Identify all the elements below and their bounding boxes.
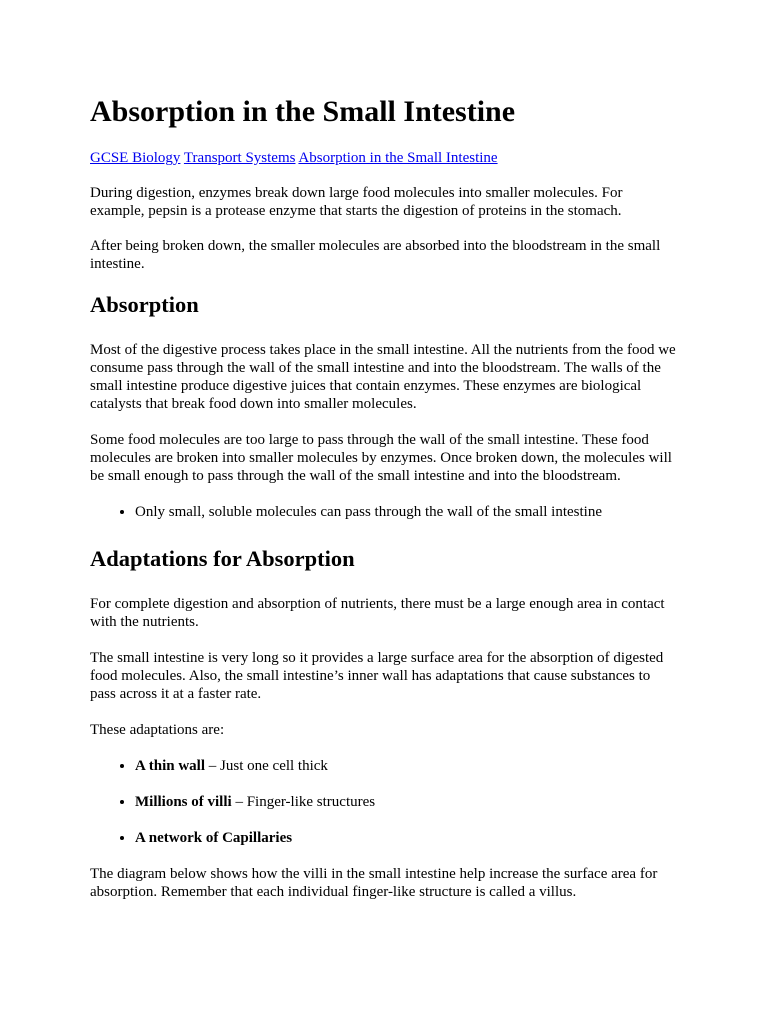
adaptations-heading: Adaptations for Absorption xyxy=(90,546,355,571)
absorption-paragraph-2: Some food molecules are too large to pass through the wall of the small intestine. These food molecules are broken into smaller molecules by enzymes. Once broken down, the molecules will be small enough to pass through the wall of the small intestine and into the bloodstream. xyxy=(90,432,672,484)
list-item-term: Millions of villi xyxy=(135,794,232,810)
intro-paragraph-2: After being broken down, the smaller molecules are absorbed into the bloodstream in the small intestine. xyxy=(90,238,661,272)
breadcrumb xyxy=(90,148,678,168)
list-item xyxy=(135,757,678,775)
page-title: Absorption in the Small Intestine xyxy=(90,95,516,128)
list-item xyxy=(135,793,678,811)
list-item-detail: – Finger-like structures xyxy=(231,794,376,810)
absorption-bullet-list xyxy=(90,503,678,521)
list-item xyxy=(135,829,678,847)
breadcrumb-link-absorption[interactable]: Absorption in the Small Intestine xyxy=(298,150,498,166)
list-item: • Only small, soluble molecules can pass through the wall of the small intestine xyxy=(135,503,678,521)
absorption-heading: Absorption xyxy=(90,292,199,317)
adaptations-paragraph-1: For complete digestion and absorption of nutrients, there must be a large enough area in contact with the nutrients. xyxy=(90,596,665,630)
adaptations-paragraph-3: These adaptations are: xyxy=(90,722,225,738)
intro-paragraph-1: During digestion, enzymes break down large food molecules into smaller molecules. For example, pepsin is a protease enzyme that starts the digestion of proteins in the stomach. xyxy=(90,185,623,219)
list-item-term: A thin wall xyxy=(135,758,206,774)
adaptations-list xyxy=(90,757,678,847)
breadcrumb-link-transport-systems[interactable]: Transport Systems xyxy=(183,150,296,166)
closing-paragraph: The diagram below shows how the villi in the small intestine help increase the surface area for absorption. Remember that each individual finger-like structure is called a villus. xyxy=(90,866,658,900)
list-item-term: A network of Capillaries xyxy=(135,830,293,846)
absorption-paragraph-1: Most of the digestive process takes place in the small intestine. All the nutrients from the food we consume pass through the wall of the small intestine and into the bloodstream. The walls of the small intestine produce digestive juices that contain enzymes. These enzymes are biological catalysts that break food down into smaller molecules. xyxy=(90,342,676,412)
adaptations-paragraph-2: The small intestine is very long so it provides a large surface area for the absorption of digested food molecules. Also, the small intestine’s inner wall has adaptations that cause substances to pass across it at a faster rate. xyxy=(90,650,664,702)
list-item-detail: – Just one cell thick xyxy=(205,758,328,774)
breadcrumb-link-gcse-biology[interactable]: GCSE Biology xyxy=(90,150,181,166)
